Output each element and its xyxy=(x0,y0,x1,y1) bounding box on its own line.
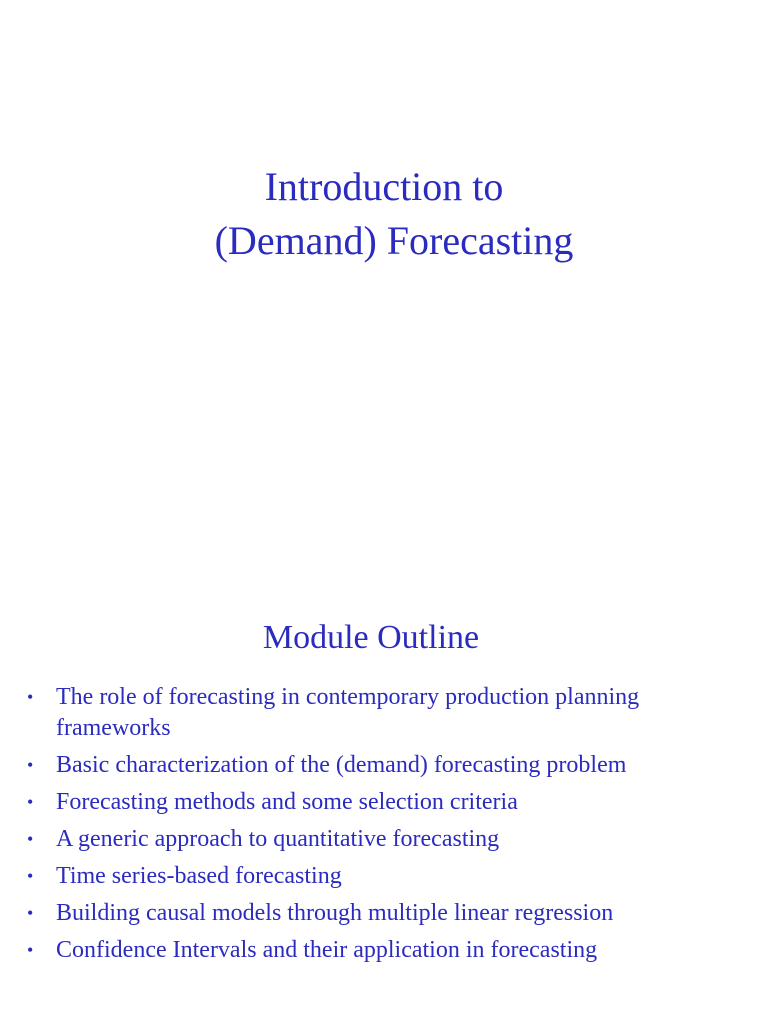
outline-item xyxy=(0,935,740,966)
bullet-icon: • xyxy=(27,829,34,849)
outline-item-text: Time series-based forecasting xyxy=(56,863,342,889)
outline-item xyxy=(0,898,740,929)
outline-list xyxy=(0,682,740,972)
outline-item-text: Confidence Intervals and their application in forecasting xyxy=(56,937,598,963)
outline-item xyxy=(0,682,740,744)
title-line-1: Introduction to xyxy=(264,164,504,209)
slide-title xyxy=(0,160,768,268)
outline-item xyxy=(0,861,740,892)
bullet-icon: • xyxy=(27,792,34,812)
outline-item-text: Forecasting methods and some selection criteria xyxy=(56,789,518,815)
outline-item xyxy=(0,824,740,855)
outline-item-text: A generic approach to quantitative forecasting xyxy=(56,826,500,852)
bullet-icon: • xyxy=(27,903,34,923)
bullet-icon: • xyxy=(27,755,34,775)
title-line-2: (Demand) Forecasting xyxy=(214,218,574,263)
outline-item-text: Basic characterization of the (demand) forecasting problem xyxy=(56,752,627,778)
outline-item xyxy=(0,750,740,781)
outline-item-text: Building causal models through multiple linear regression xyxy=(56,900,614,926)
outline-slide xyxy=(0,560,768,1024)
outline-item xyxy=(0,787,740,818)
bullet-icon: • xyxy=(27,687,34,707)
bullet-icon: • xyxy=(27,940,34,960)
outline-item-text: The role of forecasting in contemporary production planning frameworks xyxy=(56,684,640,741)
bullet-icon: • xyxy=(27,866,34,886)
outline-title: Module Outline xyxy=(262,619,480,656)
